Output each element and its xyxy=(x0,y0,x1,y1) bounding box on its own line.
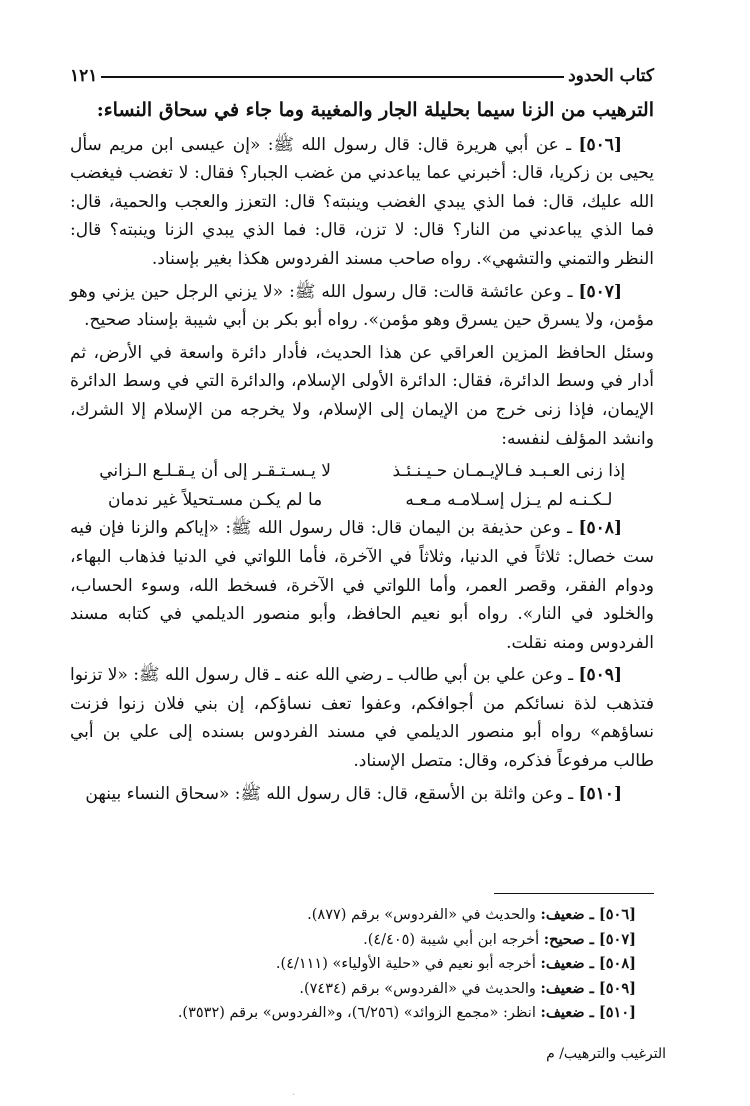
hadith-510 xyxy=(70,780,654,809)
footnote-506 xyxy=(70,903,636,928)
commentary: وسئل الحافظ المزين العراقي عن هذا الحديث، فأدار دائرة واسعة في الأرض، ثم أدار في وسط الدائرة، فقال: الدائرة الأولى الإسلام، والدائرة التي في وسط الدائرة الإيمان، فإذا زنى خرج من الإيمان إلى الإسلام، ولا يخرجه من الإسلام إلا الشرك، وانشد المؤلف لنفسه: xyxy=(70,342,654,449)
hadith-number: [٥٠٦] xyxy=(578,134,622,155)
hadith-text: ـ وعن علي بن أبي طالب ـ رضي الله عنه ـ قال رسول الله ﷺ: «لا تزنوا فتذهب لذة نسائكم من أجوافكم، وعفوا تعف نساؤكم، إن بني فلان زنوا فزنت نساؤهم» رواه أبو منصور الديلمي في مسند الفردوس بسنده إلى علي بن أبي طالب مرفوعاً فذكره، وقال: متصل الإسناد. xyxy=(70,665,654,772)
hadith-text: ـ وعن حذيفة بن اليمان قال: قال رسول الله ﷺ: «إياكم والزنا فإن فيه ست خصال: ثلاثاً في الدنيا، وثلاثاً في الآخرة، فأما اللواتي في الدنيا فذهاب البهاء، ودوام الفقر، وقصر العمر، وأما اللواتي في الآخرة، فسخط الله، وسوء الحساب، والخلود في النار». رواه أبو نعيم الحافظ، وأبو منصور الديلمي في كتابه مسند الفردوس ومنه نقلت. xyxy=(70,518,654,653)
main-text xyxy=(70,96,654,812)
poem-hemistich: لـكـنـه لم يـزل إسـلامـه مـعـه xyxy=(405,489,613,510)
footnote-label: [٥٠٦] ـ ضعيف: xyxy=(540,906,636,923)
hadith-number: [٥٠٩] xyxy=(578,665,622,686)
footnote-text: انظر: «مجمع الزوائد» (٦/٢٥٦)، و«الفردوس» برقم (٣٥٣٢). xyxy=(177,1005,541,1022)
poem-hemistich: ما لم يكـن مسـتحيلاً غير ندمان xyxy=(107,489,323,510)
footnote-label: [٥١٠] ـ ضعيف: xyxy=(540,1004,636,1022)
hadith-number: [٥٠٨] xyxy=(578,518,622,539)
hadith-text: ـ وعن عائشة قالت: قال رسول الله ﷺ: «لا يزني الرجل حين يزني وهو مؤمن، ولا يسرق حين يسرق وهو مؤمن». رواه أبو بكر بن أبي شيبة بإسناد صحيح. xyxy=(70,281,654,331)
footnote-label: [٥٠٩] ـ ضعيف: xyxy=(540,979,636,997)
footnotes xyxy=(70,903,636,1026)
footnote-text: والحديث في «الفردوس» برقم (٨٧٧). xyxy=(307,907,541,923)
hadith-506 xyxy=(70,131,654,274)
footnote-text: أخرجه ابن أبي شيبة (٤/٤٠٥). xyxy=(363,931,544,948)
footer-signature: الترغيب والترهيب/ م xyxy=(546,1046,666,1062)
hadith-number: [٥٠٧] xyxy=(578,281,622,302)
footnote-508 xyxy=(70,952,636,977)
hadith-text: ـ عن أبي هريرة قال: قال رسول الله ﷺ: «إن عيسى ابن مريم سأل يحيى بن زكريا، قال: أخبرني عما يباعدني من غضب الجبار؟ فقال: لا تغضب فيغضب الله عليك، قال: فما الذي يبدي الغضب وينبته؟ قال: التعزز والعجب والحمية، قال: فما الذي يباعدني من النار؟ قال: لا تزن، قال: فما الذي يبدي الزنا وينبته؟ قال: النظر والتمني والتشهي». رواه صاحب مسند الفردوس هكذا بغير بإسناد. xyxy=(70,134,654,269)
hadith-507 xyxy=(70,278,654,335)
footnote-text: والحديث في «الفردوس» برقم (٧٤٣٤). xyxy=(299,980,541,997)
footnote-507 xyxy=(70,928,636,953)
footnote-label: [٥٠٨] ـ ضعيف: xyxy=(540,955,636,973)
running-title: كتاب الحدود xyxy=(568,66,654,86)
hadith-number: [٥١٠] xyxy=(578,783,622,804)
running-header xyxy=(70,56,654,86)
section-heading: الترهيب من الزنا سيما بحليلة الجار والمغيبة وما جاء في سحاق النساء: xyxy=(96,99,654,121)
poem-line-2 xyxy=(70,486,654,515)
poem-hemistich: لا يـسـتـقـر إلى أن يـقـلـع الـزاني xyxy=(99,461,331,482)
footnote-text: أخرجه أبو نعيم في «حلية الأولياء» (٤/١١١). xyxy=(275,956,541,973)
hadith-509 xyxy=(70,661,654,775)
hadith-508 xyxy=(70,514,654,657)
footnote-rule xyxy=(494,893,654,894)
poem-line-1 xyxy=(70,457,654,486)
poem-hemistich: إذا زنى العـبـد فـالإيـمـان حـيـنـئـذ xyxy=(392,461,626,482)
footnote-510 xyxy=(70,1001,636,1026)
page-speck: · xyxy=(292,1090,296,1101)
page-number: ١٢١ xyxy=(70,66,98,86)
hadith-text: ـ وعن واثلة بن الأسقع، قال: قال رسول الله ﷺ: «سحاق النساء بينهن xyxy=(85,783,579,804)
footnote-label: [٥٠٧] ـ صحيح: xyxy=(543,930,636,948)
header-rule xyxy=(101,76,564,78)
footnote-509 xyxy=(70,977,636,1002)
